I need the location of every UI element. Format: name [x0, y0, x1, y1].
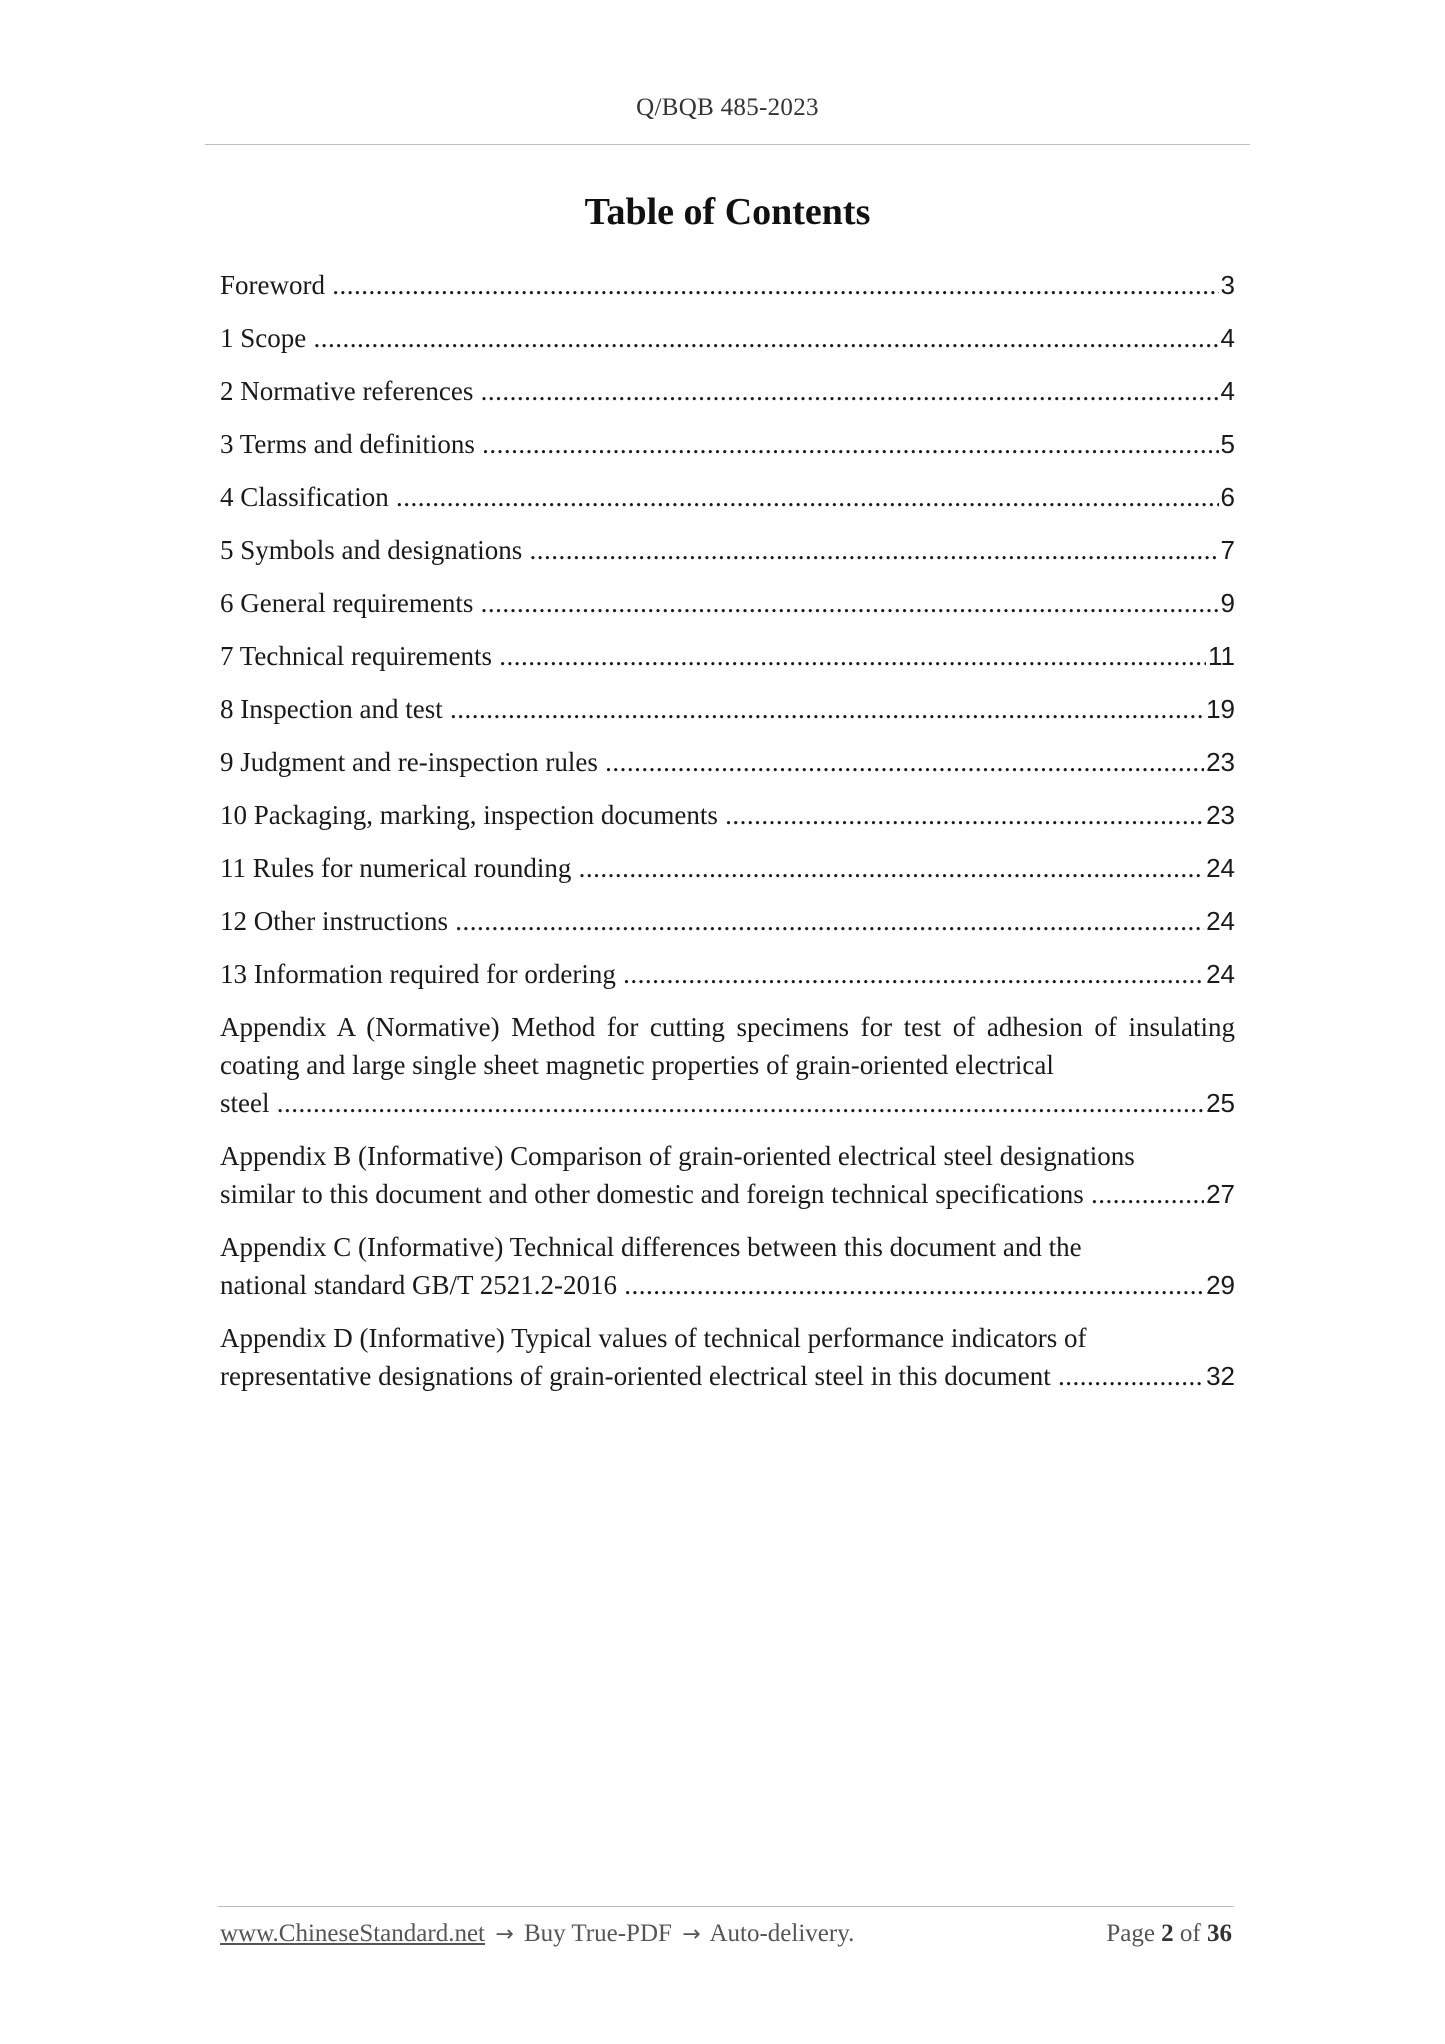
toc-entry-page: 3 — [1220, 270, 1235, 300]
table-of-contents — [220, 266, 1235, 1410]
toc-entry-page: 32 — [1206, 1361, 1235, 1391]
toc-entry-title-tail: representative designations of grain-oriented electrical steel in this document ..... — [220, 1357, 1204, 1395]
toc-entry-scope[interactable] — [220, 319, 1235, 357]
toc-entry-page: 7 — [1220, 535, 1235, 565]
toc-entry-title: 8 Inspection and test ..... — [220, 690, 1204, 728]
toc-title: Table of Contents — [584, 191, 871, 233]
toc-entry-page: 24 — [1206, 906, 1235, 936]
toc-entry-appendix-d[interactable] — [220, 1319, 1235, 1395]
footer-promo — [220, 1920, 854, 1948]
toc-entry-page: 4 — [1220, 376, 1235, 406]
toc-entry-judgment-rules[interactable] — [220, 743, 1235, 781]
toc-entry-title: 6 General requirements ..... — [220, 584, 1219, 622]
toc-entry-page: 5 — [1220, 429, 1235, 459]
page-footer — [220, 1920, 1232, 1948]
toc-entry-page: 24 — [1206, 959, 1235, 989]
page-label: Page — [1106, 1920, 1155, 1947]
total-page-count: 36 — [1207, 1920, 1232, 1947]
toc-entry-ordering-information[interactable] — [220, 955, 1235, 993]
toc-entry-appendix-c[interactable] — [220, 1228, 1235, 1304]
toc-entry-normative-references[interactable] — [220, 372, 1235, 410]
toc-entry-page: 25 — [1206, 1088, 1235, 1118]
toc-entry-packaging-marking[interactable] — [220, 796, 1235, 834]
toc-entry-appendix-b[interactable] — [220, 1137, 1235, 1213]
toc-entry-title: Appendix D (Informative) Typical values of technical performance indicators of — [220, 1323, 1087, 1353]
document-code-header: Q/BQB 485-2023 — [636, 94, 819, 121]
toc-entry-other-instructions[interactable] — [220, 902, 1235, 940]
toc-entry-page: 24 — [1206, 853, 1235, 883]
footer-divider — [218, 1906, 1234, 1907]
website-link[interactable]: www.ChineseStandard.net — [220, 1920, 485, 1947]
toc-entry-title: 7 Technical requirements ..... — [220, 637, 1206, 675]
toc-entry-numerical-rounding[interactable] — [220, 849, 1235, 887]
page-indicator — [1106, 1920, 1232, 1948]
toc-entry-page: 11 — [1208, 641, 1235, 671]
toc-entry-inspection-and-test[interactable] — [220, 690, 1235, 728]
toc-entry-classification[interactable] — [220, 478, 1235, 516]
toc-entry-title-tail: similar to this document and other domestic and foreign technical specifications ..... — [220, 1175, 1204, 1213]
buy-true-pdf-text: Buy True-PDF — [523, 1920, 672, 1947]
toc-entry-page: 9 — [1220, 588, 1235, 618]
toc-entry-page: 23 — [1206, 800, 1235, 830]
toc-entry-title: 1 Scope ..... — [220, 319, 1219, 357]
toc-entry-title-tail: steel ..... — [220, 1084, 1204, 1122]
page-of-label: of — [1179, 1920, 1201, 1947]
toc-entry-title: Appendix B (Informative) Comparison of grain-oriented electrical steel designations — [220, 1141, 1135, 1171]
toc-entry-title: Foreword ..... — [220, 266, 1219, 304]
toc-entry-title: Appendix A (Normative) Method for cutting specimens for test of adhesion of insulating coating and large single sheet magnetic properties of grain-oriented electrical — [220, 1012, 1235, 1080]
toc-entry-title: 12 Other instructions ..... — [220, 902, 1204, 940]
toc-entry-title: 2 Normative references ..... — [220, 372, 1219, 410]
auto-delivery-text: Auto-delivery. — [709, 1920, 855, 1947]
toc-entry-terms-and-definitions[interactable] — [220, 425, 1235, 463]
toc-entry-page: 23 — [1206, 747, 1235, 777]
toc-entry-page: 29 — [1206, 1270, 1235, 1300]
toc-entry-appendix-a[interactable] — [220, 1008, 1235, 1122]
toc-entry-title: 10 Packaging, marking, inspection documents ..... — [220, 796, 1204, 834]
toc-entry-symbols-and-designations[interactable] — [220, 531, 1235, 569]
toc-entry-title: Appendix C (Informative) Technical differences between this document and the — [220, 1232, 1082, 1262]
current-page-number: 2 — [1161, 1920, 1174, 1947]
arrow-right-icon: → — [682, 1922, 701, 1947]
toc-entry-page: 27 — [1206, 1179, 1235, 1209]
toc-entry-general-requirements[interactable] — [220, 584, 1235, 622]
toc-entry-title: 3 Terms and definitions ..... — [220, 425, 1219, 463]
toc-entry-page: 4 — [1220, 323, 1235, 353]
toc-entry-title: 11 Rules for numerical rounding ..... — [220, 849, 1204, 887]
toc-entry-foreword[interactable] — [220, 266, 1235, 304]
header-divider — [205, 144, 1250, 145]
toc-entry-title: 13 Information required for ordering ..... — [220, 955, 1204, 993]
toc-entry-technical-requirements[interactable] — [220, 637, 1235, 675]
toc-entry-title-tail: national standard GB/T 2521.2-2016 ..... — [220, 1266, 1204, 1304]
toc-entry-page: 6 — [1220, 482, 1235, 512]
toc-entry-page: 19 — [1206, 694, 1235, 724]
toc-entry-title: 9 Judgment and re-inspection rules ..... — [220, 743, 1204, 781]
toc-entry-title: 4 Classification ..... — [220, 478, 1219, 516]
arrow-right-icon: → — [495, 1922, 514, 1947]
toc-entry-title: 5 Symbols and designations ..... — [220, 531, 1219, 569]
